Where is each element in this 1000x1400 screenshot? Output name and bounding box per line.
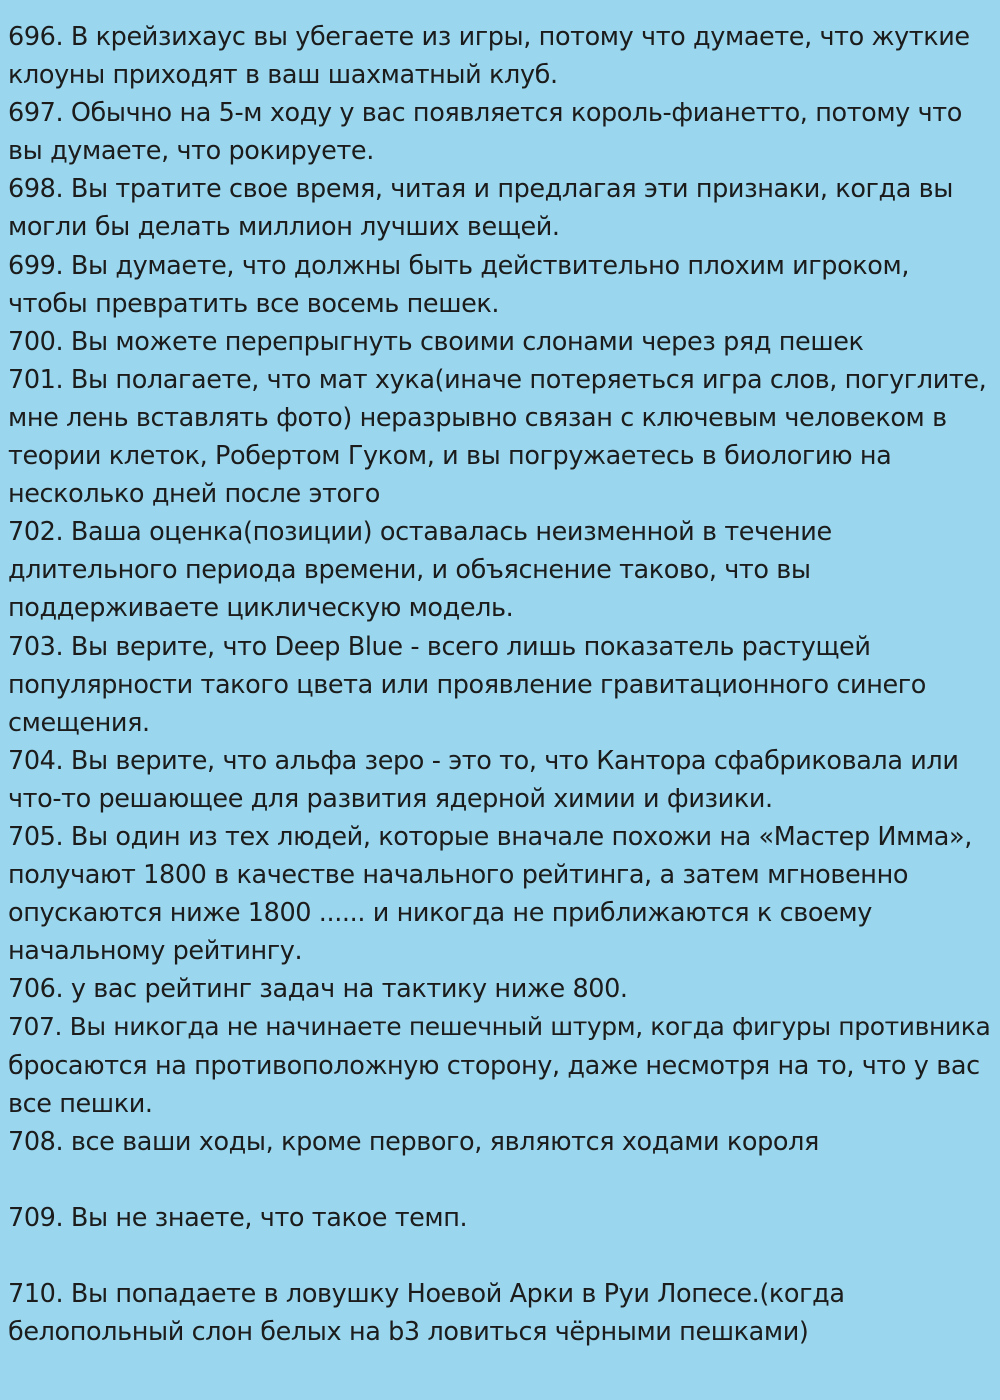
text-line: смещения. xyxy=(8,707,150,738)
text-line: несколько дней после этого xyxy=(8,479,380,510)
text-line: 702. Ваша оценка(позиции) оставалась неизменной в течение xyxy=(8,517,832,548)
text-line: 709. Вы не знаете, что такое темп. xyxy=(8,1202,468,1233)
text-line: получают 1800 в качестве начального рейтинга, а затем мгновенно xyxy=(8,860,909,891)
text-line: теории клеток, Робертом Гуком, и вы погружаетесь в биологию на xyxy=(8,441,892,472)
text-line: 703. Вы верите, что Deep Blue - всего лишь показатель растущей xyxy=(8,631,871,662)
text-line: начальному рейтингу. xyxy=(8,936,303,967)
text-line: 707. Вы никогда не начинаете пешечный штурм, когда фигуры противника xyxy=(8,1012,991,1042)
text-line: 706. у вас рейтинг задач на тактику ниже 800. xyxy=(8,974,628,1005)
text-line: 708. все ваши ходы, кроме первого, являются ходами короля xyxy=(8,1126,819,1157)
text-line: поддерживаете циклическую модель. xyxy=(8,593,514,624)
blank-line xyxy=(8,1161,992,1199)
text-body xyxy=(8,18,992,1351)
text-line: 701. Вы полагаете, что мат хука(иначе потеряеться игра слов, погуглите, xyxy=(8,364,987,395)
text-line: мне лень вставлять фото) неразрывно связан с ключевым человеком в xyxy=(8,402,947,433)
text-line: 696. В крейзихаус вы убегаете из игры, потому что думаете, что жуткие xyxy=(8,22,970,52)
text-line: чтобы превратить все восемь пешек. xyxy=(8,288,500,319)
text-line: что-то решающее для развития ядерной химии и физики. xyxy=(8,783,773,814)
text-line: 698. Вы тратите свое время, читая и предлагая эти признаки, когда вы xyxy=(8,174,954,205)
text-line: опускаются ниже 1800 ...... и никогда не приближаются к своему xyxy=(8,898,872,929)
text-line: 697. Обычно на 5-м ходу у вас появляется король-фианетто, потому что xyxy=(8,98,962,129)
text-line: 700. Вы можете перепрыгнуть своими слонами через ряд пешек xyxy=(8,326,864,357)
text-line: клоуны приходят в ваш шахматный клуб. xyxy=(8,60,558,91)
text-line: 705. Вы один из тех людей, которые вначале похожи на «Мастер Имма», xyxy=(8,821,972,852)
text-line: длительного периода времени, и объяснение таково, что вы xyxy=(8,555,811,586)
text-line: 699. Вы думаете, что должны быть действительно плохим игроком, xyxy=(8,250,910,281)
text-line: вы думаете, что рокируете. xyxy=(8,136,374,167)
text-line: 704. Вы верите, что альфа зеро - это то, что Кантора сфабриковала или xyxy=(8,745,959,776)
blank-line xyxy=(8,1237,992,1275)
text-line: могли бы делать миллион лучших вещей. xyxy=(8,212,560,243)
text-line: бросаются на противоположную сторону, даже несмотря на то, что у вас xyxy=(8,1050,980,1081)
text-line: 710. Вы попадаете в ловушку Ноевой Арки в Руи Лопесе.(когда xyxy=(8,1279,845,1310)
text-line: белопольный слон белых на b3 ловиться чёрными пешками) xyxy=(8,1317,809,1348)
text-line: популярности такого цвета или проявление гравитационного синего xyxy=(8,669,926,700)
text-line: все пешки. xyxy=(8,1088,153,1119)
